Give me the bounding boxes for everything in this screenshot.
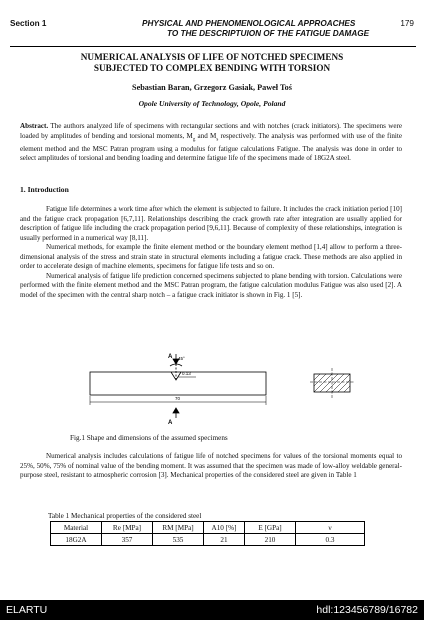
paper-title-line1: NUMERICAL ANALYSIS OF LIFE OF NOTCHED SPECIMENS [80,52,344,62]
introduction-body [20,205,402,300]
section-label-top: A [168,354,173,360]
table-header-cell: Re [MPa] [102,522,153,534]
abstract-sub-g: g [192,137,196,142]
header-title-line2: TO THE DESCRIPTUION OF THE FATIGUE DAMAGE [167,29,370,38]
abstract-label: Abstract. [20,122,49,130]
properties-table [50,521,365,546]
running-header [10,16,416,47]
specimen-drawing [0,352,424,426]
paper-authors: Sebastian Baran, Grzegorz Gasiak, Paweł Toś [132,83,292,92]
table-cell: 210 [245,534,296,546]
header-section: Section 1 [10,19,47,28]
intro-paragraph-1: Fatigue life determines a work time after which the element is subjected to failure. It includes the crack initiation period [10] and the fatigue crack propagation [6,7,11]. Relationships describing the crack growth rate after integration are usually applied for description of fatigue life including the crack propagation period [9,6,11]. Because of complexity of these relationships, integration is usually performed in a numerical way [8,11]. [20,205,402,242]
header-title-line1: PHYSICAL AND PHENOMENOLOGICAL APPROACHES [142,19,356,28]
length-label: 70 [175,396,181,401]
header-page-number: 179 [400,19,414,28]
analysis-paragraph: Numerical analysis includes calculations of fatigue life of notched specimens for values of the torsional moments equal to 25%, 50%, 75% of nominal value of the bending moment. It was assumed that the specimen was made of low-alloy weldable general-purpose steel, resistant to atmospheric corrosion [3]. Mechanical properties of the considered steel are given in Table 1 [20,452,402,479]
table-cell: 535 [153,534,204,546]
section-arrow-bottom [173,408,179,413]
table-cell: 18G2A [51,534,102,546]
notch-depth-label: 0.13 [182,371,191,376]
table-caption: Table 1 Mechanical properties of the considered steel [48,512,202,520]
table-header-cell: ν [296,522,365,534]
paper-title [20,52,404,74]
table-row [51,534,365,546]
table-cell: 21 [204,534,245,546]
paper-affiliation: Opole University of Technology, Opole, Poland [138,99,286,108]
intro-paragraph-3: Numerical analysis of fatigue life prediction concerned specimens subjected to plane bending with torsion. Calculations were performed with the finite element method and the MSC Patran program, the fatigue calculation modulus Fatigue was also used [2]. A model of the specimen with the central sharp notch – a fatigue crack initiator is shown in Fig. 1 [5]. [20,271,402,299]
table-cell: 357 [102,534,153,546]
footer-handle-label: hdl:123456789/16782 [316,604,418,616]
section-label-bottom: A [168,420,173,426]
section-heading: 1. Introduction [20,185,69,194]
figure-caption: Fig.1 Shape and dimensions of the assumed specimens [70,434,228,442]
intro-paragraph-2: Numerical methods, for example the finite element method or the boundary element method [1,4] allow to perform a three-dimensional analysis of the stress and strain state in structural elements including a fatigue crack. These methods are also applied in order to accelerate design of machine elements, specimens for fatigue life tests and so on. [20,243,402,270]
paper-title-line2: SUBJECTED TO COMPLEX BENDING WITH TORSION [93,63,331,73]
angle-label: 45° [178,356,185,361]
specimen-body [90,372,266,395]
abstract-text-a: The authors analyzed life of specimens with rectangular sections and with notches (crack initiators). The specimens were loaded by amplitudes of bending and torsional moments, M [20,122,402,140]
table-header-cell: RM [MPa] [153,522,204,534]
table-header-cell: Material [51,522,102,534]
viewer-footer-bar [0,600,424,620]
footer-source-label: ELARTU [6,604,48,616]
table-header-cell: A10 [%] [204,522,245,534]
table-cell: 0.3 [296,534,365,546]
abstract [20,122,402,164]
analysis-body [20,452,402,481]
specimen-figure [0,352,424,426]
table-header-cell: E [GPa] [245,522,296,534]
abstract-text-b: and M [195,131,217,140]
abstract-text-c: respectively. The analysis was performed with use of the finite element method and the MSC Patran program using a modulus for fatigue calculations Fatigue. The analysis was done in order to select amplitudes of torsional and bending loading and determine fatigue life of the specimens made of 18G2A steel. [20,131,402,163]
table-header-row [51,522,365,534]
abstract-sub-s: s [216,137,219,142]
